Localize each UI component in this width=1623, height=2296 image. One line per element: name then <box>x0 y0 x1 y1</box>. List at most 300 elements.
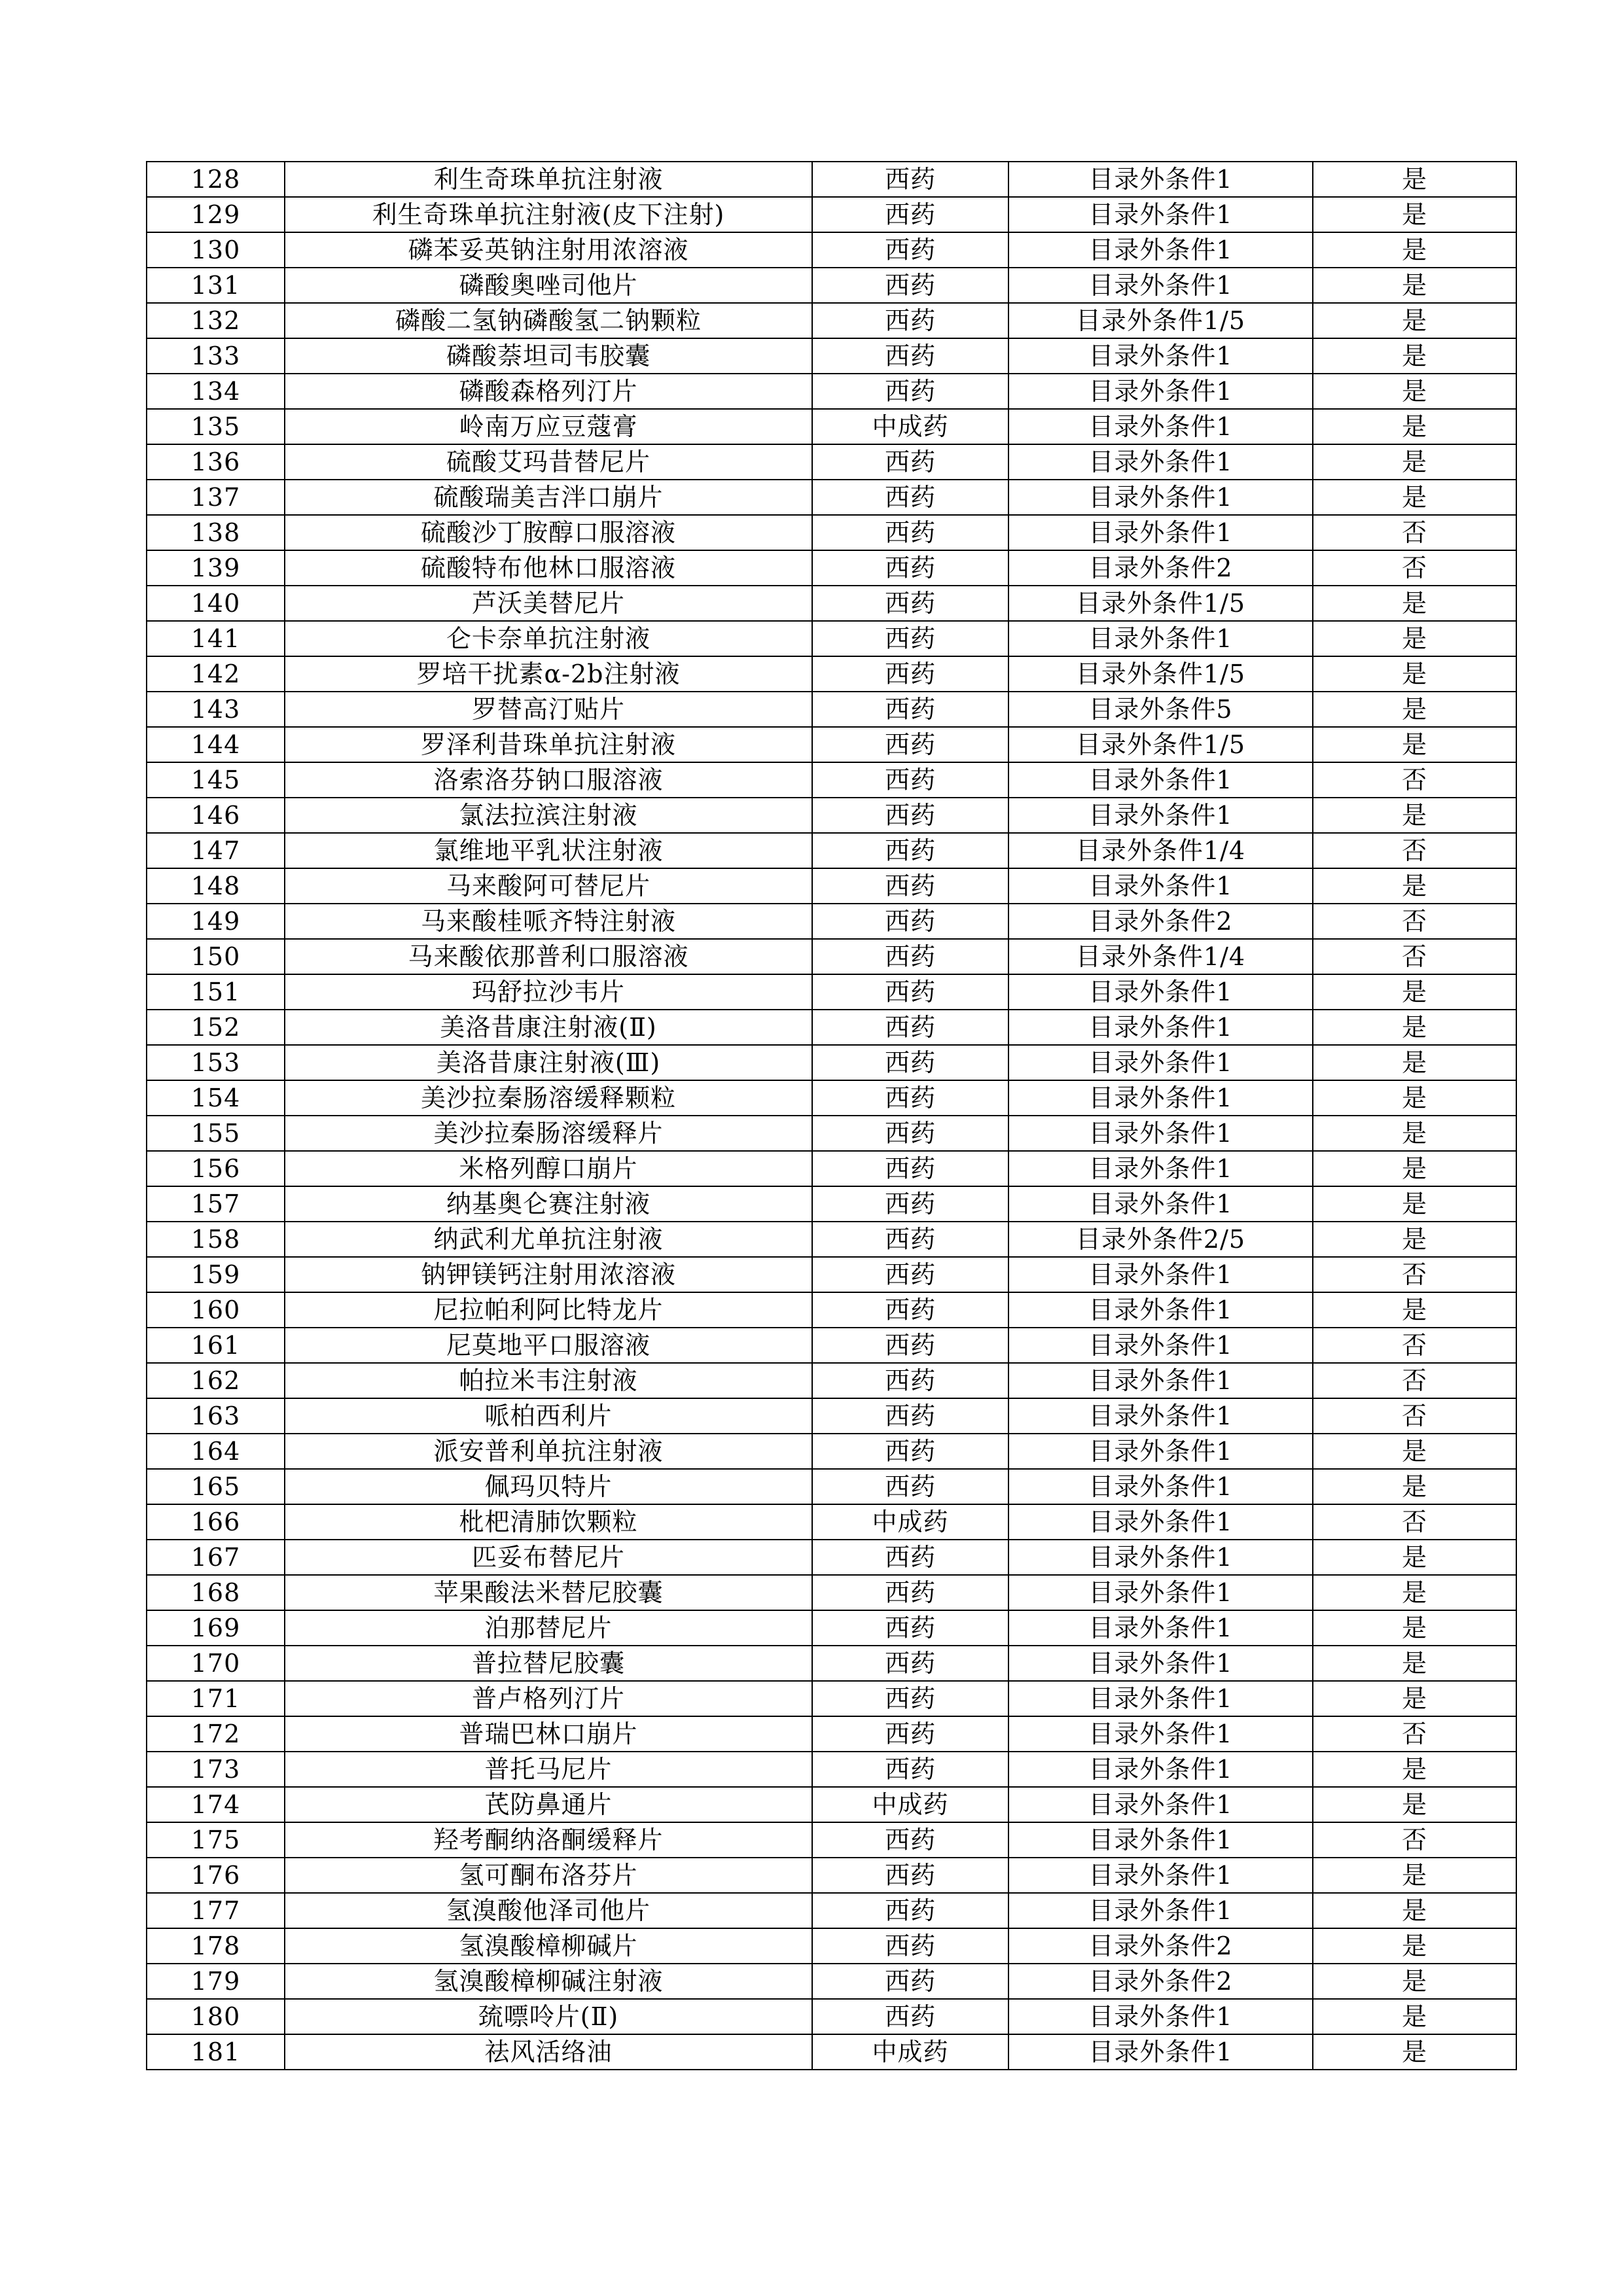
flag-cell: 否 <box>1313 1822 1516 1858</box>
flag-cell: 否 <box>1313 762 1516 798</box>
flag-cell: 是 <box>1313 1292 1516 1328</box>
drug-type-cell: 西药 <box>812 1151 1008 1186</box>
condition-cell: 目录外条件1 <box>1008 1787 1313 1822</box>
condition-cell: 目录外条件1 <box>1008 798 1313 833</box>
drug-name-cell: 哌柏西利片 <box>285 1398 812 1434</box>
row-number-cell: 151 <box>147 974 285 1010</box>
condition-cell: 目录外条件1 <box>1008 1504 1313 1540</box>
drug-name-cell: 硫酸沙丁胺醇口服溶液 <box>285 515 812 550</box>
condition-cell: 目录外条件2 <box>1008 1928 1313 1964</box>
drug-name-cell: 利生奇珠单抗注射液(皮下注射) <box>285 197 812 232</box>
row-number-cell: 181 <box>147 2034 285 2070</box>
condition-cell: 目录外条件2 <box>1008 550 1313 586</box>
flag-cell: 是 <box>1313 374 1516 409</box>
drug-name-cell: 马来酸阿可替尼片 <box>285 868 812 904</box>
flag-cell: 是 <box>1313 1222 1516 1257</box>
table-row <box>147 1716 1516 1752</box>
drug-type-cell: 西药 <box>812 1080 1008 1116</box>
condition-cell: 目录外条件5 <box>1008 692 1313 727</box>
table-row <box>147 1363 1516 1398</box>
drug-type-cell: 中成药 <box>812 409 1008 444</box>
drug-type-cell: 西药 <box>812 1398 1008 1434</box>
flag-cell: 是 <box>1313 798 1516 833</box>
drug-type-cell: 西药 <box>812 1116 1008 1151</box>
flag-cell: 是 <box>1313 409 1516 444</box>
condition-cell: 目录外条件1 <box>1008 197 1313 232</box>
drug-name-cell: 氢可酮布洛芬片 <box>285 1858 812 1893</box>
condition-cell: 目录外条件1 <box>1008 162 1313 197</box>
table-row <box>147 727 1516 762</box>
flag-cell: 是 <box>1313 586 1516 621</box>
flag-cell: 是 <box>1313 444 1516 480</box>
row-number-cell: 133 <box>147 338 285 374</box>
condition-cell: 目录外条件1 <box>1008 232 1313 268</box>
drug-name-cell: 泊那替尼片 <box>285 1610 812 1646</box>
drug-name-cell: 美洛昔康注射液(Ⅱ) <box>285 1010 812 1045</box>
flag-cell: 是 <box>1313 1610 1516 1646</box>
table-row <box>147 1610 1516 1646</box>
row-number-cell: 147 <box>147 833 285 868</box>
drug-name-cell: 芦沃美替尼片 <box>285 586 812 621</box>
drug-name-cell: 磷酸森格列汀片 <box>285 374 812 409</box>
drug-name-cell: 帕拉米韦注射液 <box>285 1363 812 1398</box>
table-row <box>147 1822 1516 1858</box>
condition-cell: 目录外条件1 <box>1008 1469 1313 1504</box>
drug-type-cell: 西药 <box>812 303 1008 338</box>
flag-cell: 是 <box>1313 1893 1516 1928</box>
table-row <box>147 1999 1516 2034</box>
table-row <box>147 1787 1516 1822</box>
row-number-cell: 173 <box>147 1752 285 1787</box>
drug-type-cell: 西药 <box>812 1858 1008 1893</box>
condition-cell: 目录外条件1/5 <box>1008 727 1313 762</box>
drug-name-cell: 硫酸瑞美吉泮口崩片 <box>285 480 812 515</box>
drug-type-cell: 西药 <box>812 586 1008 621</box>
row-number-cell: 149 <box>147 904 285 939</box>
drug-name-cell: 钠钾镁钙注射用浓溶液 <box>285 1257 812 1292</box>
row-number-cell: 174 <box>147 1787 285 1822</box>
drug-type-cell: 西药 <box>812 868 1008 904</box>
row-number-cell: 163 <box>147 1398 285 1434</box>
drug-name-cell: 罗培干扰素α-2b注射液 <box>285 656 812 692</box>
table-row <box>147 1151 1516 1186</box>
flag-cell: 是 <box>1313 1858 1516 1893</box>
table-row <box>147 904 1516 939</box>
drug-type-cell: 西药 <box>812 1222 1008 1257</box>
row-number-cell: 128 <box>147 162 285 197</box>
drug-name-cell: 磷酸奥唑司他片 <box>285 268 812 303</box>
table-row <box>147 1752 1516 1787</box>
condition-cell: 目录外条件1 <box>1008 1716 1313 1752</box>
drug-name-cell: 派安普利单抗注射液 <box>285 1434 812 1469</box>
table-row <box>147 1292 1516 1328</box>
drug-name-cell: 氢溴酸樟柳碱注射液 <box>285 1964 812 1999</box>
condition-cell: 目录外条件1 <box>1008 1822 1313 1858</box>
row-number-cell: 159 <box>147 1257 285 1292</box>
condition-cell: 目录外条件1 <box>1008 1151 1313 1186</box>
drug-type-cell: 西药 <box>812 1752 1008 1787</box>
drug-name-cell: 佩玛贝特片 <box>285 1469 812 1504</box>
condition-cell: 目录外条件1 <box>1008 868 1313 904</box>
drug-type-cell: 西药 <box>812 939 1008 974</box>
row-number-cell: 154 <box>147 1080 285 1116</box>
drug-type-cell: 西药 <box>812 1646 1008 1681</box>
drug-name-cell: 罗替高汀贴片 <box>285 692 812 727</box>
table-row <box>147 1540 1516 1575</box>
row-number-cell: 145 <box>147 762 285 798</box>
drug-name-cell: 枇杷清肺饮颗粒 <box>285 1504 812 1540</box>
drug-name-cell: 氯维地平乳状注射液 <box>285 833 812 868</box>
row-number-cell: 175 <box>147 1822 285 1858</box>
flag-cell: 否 <box>1313 1257 1516 1292</box>
drug-type-cell: 西药 <box>812 1186 1008 1222</box>
row-number-cell: 130 <box>147 232 285 268</box>
flag-cell: 是 <box>1313 268 1516 303</box>
flag-cell: 否 <box>1313 1328 1516 1363</box>
flag-cell: 是 <box>1313 1186 1516 1222</box>
row-number-cell: 166 <box>147 1504 285 1540</box>
drug-type-cell: 西药 <box>812 1681 1008 1716</box>
condition-cell: 目录外条件1 <box>1008 1292 1313 1328</box>
condition-cell: 目录外条件1 <box>1008 374 1313 409</box>
drug-type-cell: 西药 <box>812 798 1008 833</box>
flag-cell: 是 <box>1313 480 1516 515</box>
drug-name-cell: 普托马尼片 <box>285 1752 812 1787</box>
flag-cell: 是 <box>1313 727 1516 762</box>
drug-name-cell: 苹果酸法米替尼胶囊 <box>285 1575 812 1610</box>
row-number-cell: 137 <box>147 480 285 515</box>
condition-cell: 目录外条件1/4 <box>1008 833 1313 868</box>
row-number-cell: 140 <box>147 586 285 621</box>
flag-cell: 是 <box>1313 1469 1516 1504</box>
drug-name-cell: 岭南万应豆蔻膏 <box>285 409 812 444</box>
condition-cell: 目录外条件1 <box>1008 1752 1313 1787</box>
table-row <box>147 762 1516 798</box>
condition-cell: 目录外条件1 <box>1008 480 1313 515</box>
flag-cell: 是 <box>1313 974 1516 1010</box>
table-row <box>147 939 1516 974</box>
table-row <box>147 374 1516 409</box>
flag-cell: 是 <box>1313 303 1516 338</box>
drug-name-cell: 氯法拉滨注射液 <box>285 798 812 833</box>
drug-type-cell: 西药 <box>812 1257 1008 1292</box>
drug-name-cell: 纳基奥仑赛注射液 <box>285 1186 812 1222</box>
condition-cell: 目录外条件1/4 <box>1008 939 1313 974</box>
table-row <box>147 1080 1516 1116</box>
condition-cell: 目录外条件1 <box>1008 409 1313 444</box>
row-number-cell: 138 <box>147 515 285 550</box>
row-number-cell: 153 <box>147 1045 285 1080</box>
drug-type-cell: 西药 <box>812 1328 1008 1363</box>
row-number-cell: 129 <box>147 197 285 232</box>
table-row <box>147 1257 1516 1292</box>
drug-type-cell: 西药 <box>812 515 1008 550</box>
flag-cell: 是 <box>1313 656 1516 692</box>
drug-name-cell: 美沙拉秦肠溶缓释片 <box>285 1116 812 1151</box>
drug-name-cell: 氢溴酸他泽司他片 <box>285 1893 812 1928</box>
condition-cell: 目录外条件1 <box>1008 1434 1313 1469</box>
drug-name-cell: 米格列醇口崩片 <box>285 1151 812 1186</box>
drug-name-cell: 洛索洛芬钠口服溶液 <box>285 762 812 798</box>
flag-cell: 是 <box>1313 1787 1516 1822</box>
flag-cell: 是 <box>1313 1434 1516 1469</box>
row-number-cell: 169 <box>147 1610 285 1646</box>
row-number-cell: 155 <box>147 1116 285 1151</box>
flag-cell: 是 <box>1313 232 1516 268</box>
flag-cell: 是 <box>1313 338 1516 374</box>
row-number-cell: 152 <box>147 1010 285 1045</box>
row-number-cell: 165 <box>147 1469 285 1504</box>
table-row <box>147 232 1516 268</box>
table-row <box>147 1964 1516 1999</box>
table-row <box>147 409 1516 444</box>
row-number-cell: 142 <box>147 656 285 692</box>
flag-cell: 是 <box>1313 1575 1516 1610</box>
condition-cell: 目录外条件1 <box>1008 268 1313 303</box>
flag-cell: 是 <box>1313 1752 1516 1787</box>
row-number-cell: 156 <box>147 1151 285 1186</box>
flag-cell: 是 <box>1313 1681 1516 1716</box>
row-number-cell: 136 <box>147 444 285 480</box>
condition-cell: 目录外条件1 <box>1008 1398 1313 1434</box>
row-number-cell: 158 <box>147 1222 285 1257</box>
drug-type-cell: 西药 <box>812 1010 1008 1045</box>
drug-type-cell: 西药 <box>812 1964 1008 1999</box>
drug-name-cell: 美沙拉秦肠溶缓释颗粒 <box>285 1080 812 1116</box>
condition-cell: 目录外条件1 <box>1008 338 1313 374</box>
table-row <box>147 974 1516 1010</box>
drug-type-cell: 西药 <box>812 444 1008 480</box>
condition-cell: 目录外条件1/5 <box>1008 586 1313 621</box>
drug-name-cell: 普卢格列汀片 <box>285 1681 812 1716</box>
table-row <box>147 338 1516 374</box>
condition-cell: 目录外条件1 <box>1008 1080 1313 1116</box>
table-row <box>147 480 1516 515</box>
table-row <box>147 656 1516 692</box>
condition-cell: 目录外条件1 <box>1008 621 1313 656</box>
drug-name-cell: 氢溴酸樟柳碱片 <box>285 1928 812 1964</box>
table-row <box>147 1681 1516 1716</box>
drug-type-cell: 中成药 <box>812 1504 1008 1540</box>
row-number-cell: 164 <box>147 1434 285 1469</box>
table-row <box>147 798 1516 833</box>
drug-type-cell: 中成药 <box>812 2034 1008 2070</box>
flag-cell: 否 <box>1313 904 1516 939</box>
drug-name-cell: 玛舒拉沙韦片 <box>285 974 812 1010</box>
condition-cell: 目录外条件1 <box>1008 1257 1313 1292</box>
table-row <box>147 2034 1516 2070</box>
drug-name-cell: 芪防鼻通片 <box>285 1787 812 1822</box>
drug-type-cell: 西药 <box>812 833 1008 868</box>
table-row <box>147 1858 1516 1893</box>
condition-cell: 目录外条件1 <box>1008 762 1313 798</box>
drug-type-cell: 西药 <box>812 1822 1008 1858</box>
drug-name-cell: 马来酸依那普利口服溶液 <box>285 939 812 974</box>
row-number-cell: 178 <box>147 1928 285 1964</box>
condition-cell: 目录外条件1 <box>1008 1575 1313 1610</box>
drug-type-cell: 西药 <box>812 480 1008 515</box>
drug-table <box>146 161 1517 2070</box>
table-row <box>147 833 1516 868</box>
flag-cell: 是 <box>1313 868 1516 904</box>
condition-cell: 目录外条件1 <box>1008 1999 1313 2034</box>
condition-cell: 目录外条件2 <box>1008 1964 1313 1999</box>
table-row <box>147 1186 1516 1222</box>
drug-type-cell: 西药 <box>812 762 1008 798</box>
row-number-cell: 144 <box>147 727 285 762</box>
drug-name-cell: 仑卡奈单抗注射液 <box>285 621 812 656</box>
drug-type-cell: 西药 <box>812 621 1008 656</box>
drug-name-cell: 磷酸萘坦司韦胶囊 <box>285 338 812 374</box>
row-number-cell: 167 <box>147 1540 285 1575</box>
drug-name-cell: 纳武利尤单抗注射液 <box>285 1222 812 1257</box>
condition-cell: 目录外条件1 <box>1008 515 1313 550</box>
row-number-cell: 171 <box>147 1681 285 1716</box>
flag-cell: 是 <box>1313 197 1516 232</box>
table-row <box>147 692 1516 727</box>
flag-cell: 是 <box>1313 1151 1516 1186</box>
condition-cell: 目录外条件1 <box>1008 974 1313 1010</box>
row-number-cell: 139 <box>147 550 285 586</box>
drug-name-cell: 巯嘌呤片(Ⅱ) <box>285 1999 812 2034</box>
drug-name-cell: 匹妥布替尼片 <box>285 1540 812 1575</box>
flag-cell: 是 <box>1313 1045 1516 1080</box>
drug-type-cell: 中成药 <box>812 1787 1008 1822</box>
drug-name-cell: 利生奇珠单抗注射液 <box>285 162 812 197</box>
flag-cell: 是 <box>1313 1646 1516 1681</box>
drug-type-cell: 西药 <box>812 162 1008 197</box>
flag-cell: 是 <box>1313 1010 1516 1045</box>
flag-cell: 是 <box>1313 1116 1516 1151</box>
drug-type-cell: 西药 <box>812 1893 1008 1928</box>
table-row <box>147 1010 1516 1045</box>
drug-name-cell: 普拉替尼胶囊 <box>285 1646 812 1681</box>
condition-cell: 目录外条件1 <box>1008 1010 1313 1045</box>
row-number-cell: 143 <box>147 692 285 727</box>
drug-table-body <box>147 162 1516 2070</box>
table-row <box>147 1575 1516 1610</box>
flag-cell: 是 <box>1313 1928 1516 1964</box>
table-row <box>147 197 1516 232</box>
drug-name-cell: 尼拉帕利阿比特龙片 <box>285 1292 812 1328</box>
flag-cell: 否 <box>1313 1398 1516 1434</box>
condition-cell: 目录外条件1 <box>1008 1610 1313 1646</box>
condition-cell: 目录外条件1 <box>1008 1186 1313 1222</box>
row-number-cell: 160 <box>147 1292 285 1328</box>
flag-cell: 否 <box>1313 515 1516 550</box>
flag-cell: 是 <box>1313 692 1516 727</box>
condition-cell: 目录外条件1 <box>1008 1363 1313 1398</box>
table-row <box>147 1116 1516 1151</box>
table-row <box>147 1928 1516 1964</box>
condition-cell: 目录外条件1 <box>1008 1540 1313 1575</box>
drug-name-cell: 普瑞巴林口崩片 <box>285 1716 812 1752</box>
row-number-cell: 150 <box>147 939 285 974</box>
drug-type-cell: 西药 <box>812 268 1008 303</box>
condition-cell: 目录外条件1 <box>1008 1681 1313 1716</box>
table-row <box>147 162 1516 197</box>
row-number-cell: 170 <box>147 1646 285 1681</box>
row-number-cell: 172 <box>147 1716 285 1752</box>
table-row <box>147 1328 1516 1363</box>
flag-cell: 是 <box>1313 621 1516 656</box>
row-number-cell: 176 <box>147 1858 285 1893</box>
condition-cell: 目录外条件1 <box>1008 1858 1313 1893</box>
drug-type-cell: 西药 <box>812 1716 1008 1752</box>
drug-name-cell: 尼莫地平口服溶液 <box>285 1328 812 1363</box>
condition-cell: 目录外条件1 <box>1008 1045 1313 1080</box>
drug-name-cell: 美洛昔康注射液(Ⅲ) <box>285 1045 812 1080</box>
row-number-cell: 157 <box>147 1186 285 1222</box>
drug-name-cell: 祛风活络油 <box>285 2034 812 2070</box>
drug-type-cell: 西药 <box>812 1292 1008 1328</box>
row-number-cell: 162 <box>147 1363 285 1398</box>
row-number-cell: 179 <box>147 1964 285 1999</box>
drug-type-cell: 西药 <box>812 1540 1008 1575</box>
drug-type-cell: 西药 <box>812 1363 1008 1398</box>
flag-cell: 否 <box>1313 1716 1516 1752</box>
flag-cell: 否 <box>1313 1363 1516 1398</box>
table-row <box>147 1045 1516 1080</box>
drug-type-cell: 西药 <box>812 904 1008 939</box>
drug-type-cell: 西药 <box>812 1575 1008 1610</box>
flag-cell: 是 <box>1313 162 1516 197</box>
drug-type-cell: 西药 <box>812 1434 1008 1469</box>
table-row <box>147 1504 1516 1540</box>
drug-type-cell: 西药 <box>812 197 1008 232</box>
flag-cell: 否 <box>1313 550 1516 586</box>
table-row <box>147 550 1516 586</box>
table-row <box>147 1893 1516 1928</box>
drug-type-cell: 西药 <box>812 232 1008 268</box>
drug-name-cell: 硫酸艾玛昔替尼片 <box>285 444 812 480</box>
drug-type-cell: 西药 <box>812 1999 1008 2034</box>
table-row <box>147 868 1516 904</box>
flag-cell: 是 <box>1313 1080 1516 1116</box>
table-row <box>147 1434 1516 1469</box>
drug-type-cell: 西药 <box>812 550 1008 586</box>
drug-type-cell: 西药 <box>812 1928 1008 1964</box>
condition-cell: 目录外条件1/5 <box>1008 656 1313 692</box>
table-row <box>147 444 1516 480</box>
row-number-cell: 180 <box>147 1999 285 2034</box>
drug-name-cell: 硫酸特布他林口服溶液 <box>285 550 812 586</box>
table-row <box>147 268 1516 303</box>
drug-name-cell: 罗泽利昔珠单抗注射液 <box>285 727 812 762</box>
flag-cell: 否 <box>1313 939 1516 974</box>
drug-type-cell: 西药 <box>812 727 1008 762</box>
row-number-cell: 141 <box>147 621 285 656</box>
flag-cell: 否 <box>1313 833 1516 868</box>
row-number-cell: 177 <box>147 1893 285 1928</box>
flag-cell: 是 <box>1313 1999 1516 2034</box>
condition-cell: 目录外条件2/5 <box>1008 1222 1313 1257</box>
table-row <box>147 1646 1516 1681</box>
table-row <box>147 1222 1516 1257</box>
drug-name-cell: 马来酸桂哌齐特注射液 <box>285 904 812 939</box>
row-number-cell: 146 <box>147 798 285 833</box>
row-number-cell: 148 <box>147 868 285 904</box>
drug-type-cell: 西药 <box>812 1045 1008 1080</box>
flag-cell: 否 <box>1313 1504 1516 1540</box>
condition-cell: 目录外条件1 <box>1008 2034 1313 2070</box>
drug-name-cell: 磷苯妥英钠注射用浓溶液 <box>285 232 812 268</box>
drug-type-cell: 西药 <box>812 374 1008 409</box>
drug-type-cell: 西药 <box>812 1610 1008 1646</box>
row-number-cell: 161 <box>147 1328 285 1363</box>
drug-type-cell: 西药 <box>812 338 1008 374</box>
table-row <box>147 586 1516 621</box>
